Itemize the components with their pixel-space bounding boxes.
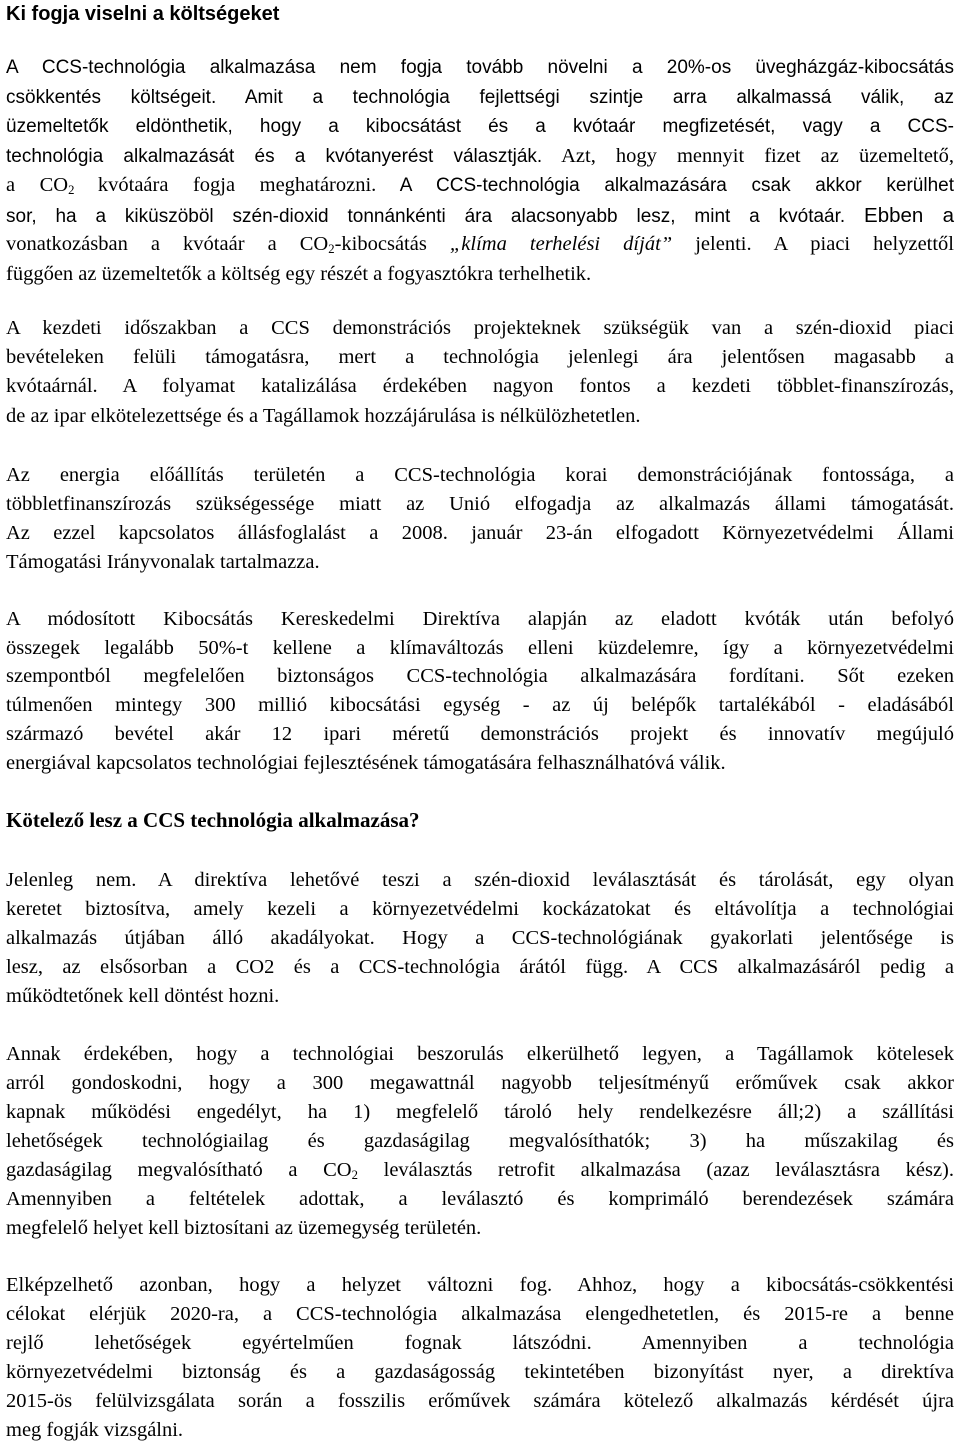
text-span: gazdaságilag megvalósítható a CO [6,1159,352,1181]
text-line: környezetvédelmi biztonság és a gazdaságosság tekintetében bizonyítást nyer, a direktíva [6,1361,954,1383]
text-line: Támogatási Irányvonalak tartalmazza. [6,551,320,573]
italic-term: „klíma terhelési díját” [449,233,673,255]
text-line-mixed [6,201,954,231]
text-span: jelenti. [672,233,752,255]
text-span: Ebben a [864,204,955,227]
text-line: üzemeltetők eldönthetik, hogy a kibocsátást és a kvótaár megfizetését, vagy a CCS- [6,116,954,137]
text-line: 2015-ös felülvizsgálata során a fosszilis erőművek számára kötelező alkalmazás kérdését újra [6,1390,954,1412]
text-line: Az ezzel kapcsolatos állásfoglalást a 2008. január 23-án elfogadott Környezetvédelmi Állami [6,522,954,544]
text-span: vonatkozásban a kvótaár a CO [6,233,329,255]
text-line: lehetőségek technológiailag és gazdaságilag megvalósíthatók; 3) ha műszakilag és [6,1130,954,1152]
text-line: rejlő lehetőségek egyértelműen fognak látszódni. Amennyiben a technológia [6,1332,954,1354]
subscript: 2 [351,1168,358,1183]
text-span: Azt, hogy mennyit fizet az üzemeltető, [561,145,954,167]
text-span: kvótaára fogja meghatározni. [97,174,377,196]
text-line: összegek legalább 50%-t kellene a klímaváltozás elleni küzdelemre, így a környezetvédelmi [6,637,954,659]
text-line: működtetőnek kell döntést hozni. [6,985,280,1007]
text-line: túlmenően mintegy 300 millió kibocsátási egység - az új belépők tartalékából - eladásából [6,694,954,716]
section-heading-mandatory: Kötelező lesz a CCS technológia alkalmazása? [6,808,420,832]
text-line: arról gondoskodni, hogy a 300 megawattnál nagyobb teljesítményű erőművek csak akkor [6,1072,954,1094]
text-line: megfelelő helyet kell biztosítani az üzemegység területén. [6,1217,482,1239]
text-line: csökkentés költségeit. Amit a technológia fejlettségi szintje arra alkalmassá válik, az [6,87,954,108]
text-line: Az energia előállítás területén a CCS-technológia korai demonstrációjának fontossága, a [6,464,954,486]
text-line: többletfinanszírozás szükségessége miatt az Unió elfogadja az alkalmazás állami támogatását. [6,493,954,515]
text-line: A módosított Kibocsátás Kereskedelmi Direktíva alapján az eladott kvóták után befolyó [6,608,954,630]
text-line: Jelenleg nem. A direktíva lehetővé teszi a szén-dioxid leválasztását és tárolását, egy olyan [6,869,954,891]
text-line: kapnak működési engedélyt, ha 1) megfelelő tároló hely rendelkezésre áll;2) a szállítási [6,1101,954,1123]
text-line: Annak érdekében, hogy a technológiai beszorulás elkerülhető legyen, a Tagállamok kötelesek [6,1043,954,1065]
text-line-mixed [6,1156,954,1185]
text-line-mixed [6,142,954,172]
subscript: 2 [328,242,335,257]
section-heading-costs: Ki fogja viselni a költségeket [6,3,280,25]
text-span: technológia alkalmazását és a kvótanyerést választják. [6,146,543,167]
text-line: A CCS-technológia alkalmazása nem fogja tovább növelni a 20%-os üvegházgáz-kibocsátás [6,57,954,78]
text-line: bevételeken felüli támogatásra, mert a technológia jelenlegi ára jelentősen magasabb a [6,346,954,368]
text-span: -kibocsátás [334,233,450,255]
text-line: alkalmazás útjában álló akadályokat. Hogy a CCS-technológiának gyakorlati jelentősége is [6,927,954,949]
text-line: meg fogják vizsgálni. [6,1419,184,1441]
text-line: lesz, az elsősorban a CO2 és a CCS-technológia árától függ. A CCS alkalmazásáról pedig a [6,956,954,978]
text-line: szempontból megfelelően biztonságos CCS-technológia alkalmazására fordítani. Sőt ezeken [6,665,954,687]
text-line: keretet biztosítva, amely kezeli a környezetvédelmi kockázatokat és eltávolítja a technológiai [6,898,954,920]
text-line-mixed [6,171,954,201]
text-line: de az ipar elkötelezettsége és a Tagállamok hozzájárulása is nélkülözhetetlen. [6,405,641,427]
text-line: kvótaárnál. A folyamat katalizálása érdekében nagyon fontos a kezdeti többlet-finanszírozás, [6,375,954,397]
text-span: sor, ha a kiküszöböl szén-dioxid tonnánkénti ára alacsonyabb lesz, mint a kvótaár. [6,206,846,227]
text-line: Elképzelhető azonban, hogy a helyzet változni fog. Ahhoz, hogy a kibocsátás-csökkentési [6,1274,954,1296]
text-line: A kezdeti időszakban a CCS demonstrációs projekteknek szükségük van a szén-dioxid piaci [6,317,954,339]
text-span: A piaci helyzettől [773,233,955,255]
text-line: függően az üzemeltetők a költség egy részét a fogyasztókra terhelhetik. [6,263,592,285]
text-line: Amennyiben a feltételek adottak, a leválasztó és komprimáló berendezések számára [6,1188,954,1210]
text-line: energiával kapcsolatos technológiai fejlesztésének támogatására felhasználhatóvá válik. [6,752,726,774]
text-line-mixed [6,230,954,259]
text-line: származó bevétel akár 12 ipari méretű demonstrációs projekt és innovatív megújuló [6,723,954,745]
text-span: a CO [6,174,69,196]
subscript: 2 [68,183,75,198]
text-span: A CCS-technológia alkalmazására csak akkor kerülhet [399,175,955,196]
text-line: célokat elérjük 2020-ra, a CCS-technológia alkalmazása elengedhetetlen, és 2015-re a benne [6,1303,954,1325]
text-span: leválasztás retrofit alkalmazása (azaz leválasztásra kész). [357,1159,954,1181]
